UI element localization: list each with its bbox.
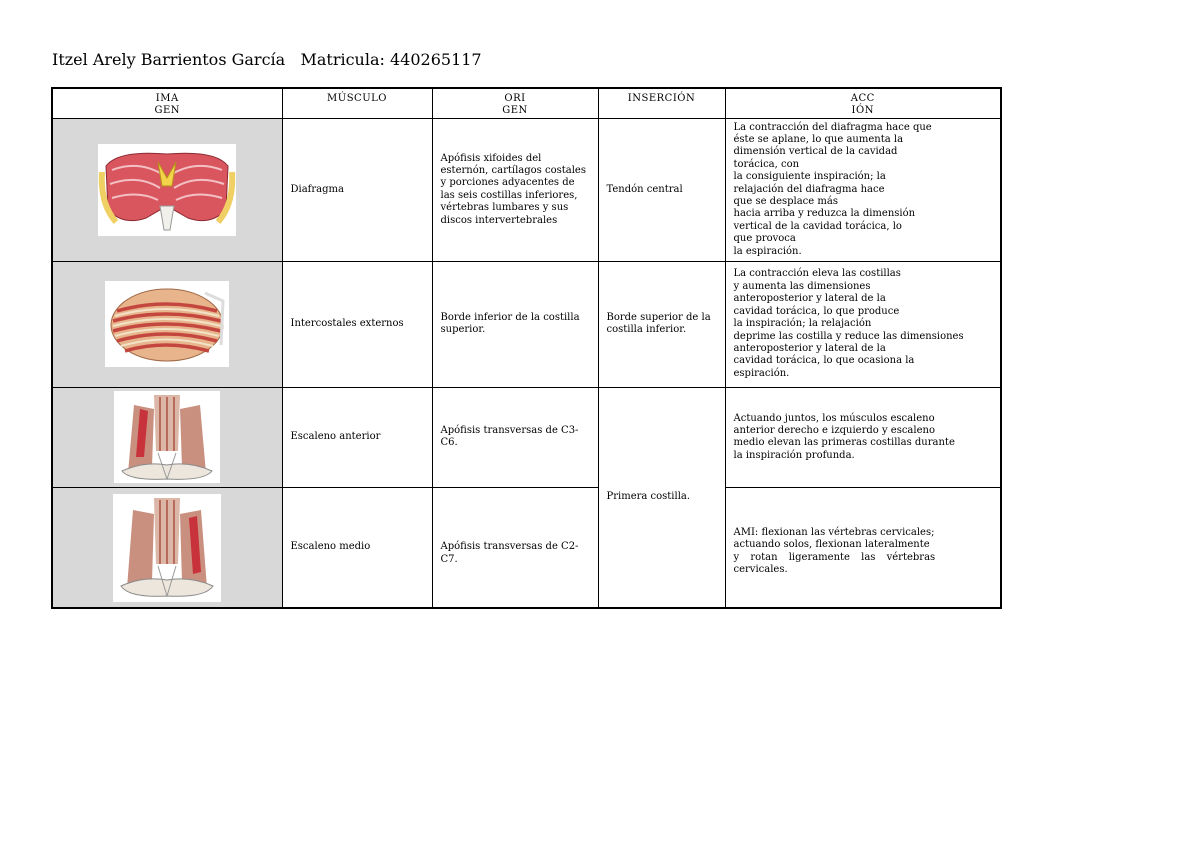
- muscle-table: [51, 87, 1002, 609]
- column-header-insercion: INSERCIÓN: [598, 88, 725, 118]
- insertion-text: Tendón central: [598, 118, 725, 261]
- table-row: [52, 387, 1001, 487]
- insertion-text: Primera costilla.: [598, 387, 725, 608]
- intercostales-image: [105, 281, 229, 367]
- origin-text: Borde inferior de la costilla superior.: [432, 261, 598, 387]
- escaleno-medio-image: [113, 494, 221, 602]
- column-header-imagen: IMA GEN: [52, 88, 282, 118]
- image-cell: [52, 387, 282, 487]
- image-cell: [52, 261, 282, 387]
- table-row: [52, 118, 1001, 261]
- table-row: [52, 487, 1001, 608]
- action-text: Actuando juntos, los músculos escaleno anterior derecho e izquierdo y escaleno medio elevan las primeras costillas durante la inspiración profunda.: [725, 387, 1001, 487]
- origin-text: Apófisis transversas de C2-C7.: [432, 487, 598, 608]
- image-cell: [52, 118, 282, 261]
- origin-text: Apófisis transversas de C3-C6.: [432, 387, 598, 487]
- student-name: Itzel Arely Barrientos García: [52, 50, 286, 69]
- action-text: La contracción eleva las costillas y aumenta las dimensiones anteroposterior y lateral de la cavidad torácica, lo que produce la inspiración; la relajación deprime las costilla y reduce las dimensiones anteroposterior y lateral de la cavidad torácica, lo que ocasiona la espiración.: [725, 261, 1001, 387]
- muscle-name: Escaleno anterior: [282, 387, 432, 487]
- student-id: Matricula: 440265117: [300, 50, 482, 69]
- document-header: [52, 50, 482, 69]
- table-header-row: [52, 88, 1001, 118]
- diafragma-image: [98, 144, 236, 236]
- action-text: La contracción del diafragma hace que éste se aplane, lo que aumenta la dimensión vertical de la cavidad torácica, con la consiguiente inspiración; la relajación del diafragma hace que se desplace más hacia arriba y reduzca la dimensión vertical de la cavidad torácica, lo que provoca la espiración.: [725, 118, 1001, 261]
- origin-text: Apófisis xifoides del esternón, cartílagos costales y porciones adyacentes de las seis costillas inferiores, vértebras lumbares y sus discos intervertebrales: [432, 118, 598, 261]
- image-cell: [52, 487, 282, 608]
- table-row: [52, 261, 1001, 387]
- column-header-origen: ORI GEN: [432, 88, 598, 118]
- muscle-name: Escaleno medio: [282, 487, 432, 608]
- action-text: AMI: flexionan las vértebras cervicales; actuando solos, flexionan lateralmente y rotan ligeramente las vértebras cervicales.: [725, 487, 1001, 608]
- muscle-name: Intercostales externos: [282, 261, 432, 387]
- insertion-text: Borde superior de la costilla inferior.: [598, 261, 725, 387]
- column-header-accion: ACC IÓN: [725, 88, 1001, 118]
- escaleno-anterior-image: [114, 391, 220, 483]
- muscle-name: Diafragma: [282, 118, 432, 261]
- column-header-musculo: MÚSCULO: [282, 88, 432, 118]
